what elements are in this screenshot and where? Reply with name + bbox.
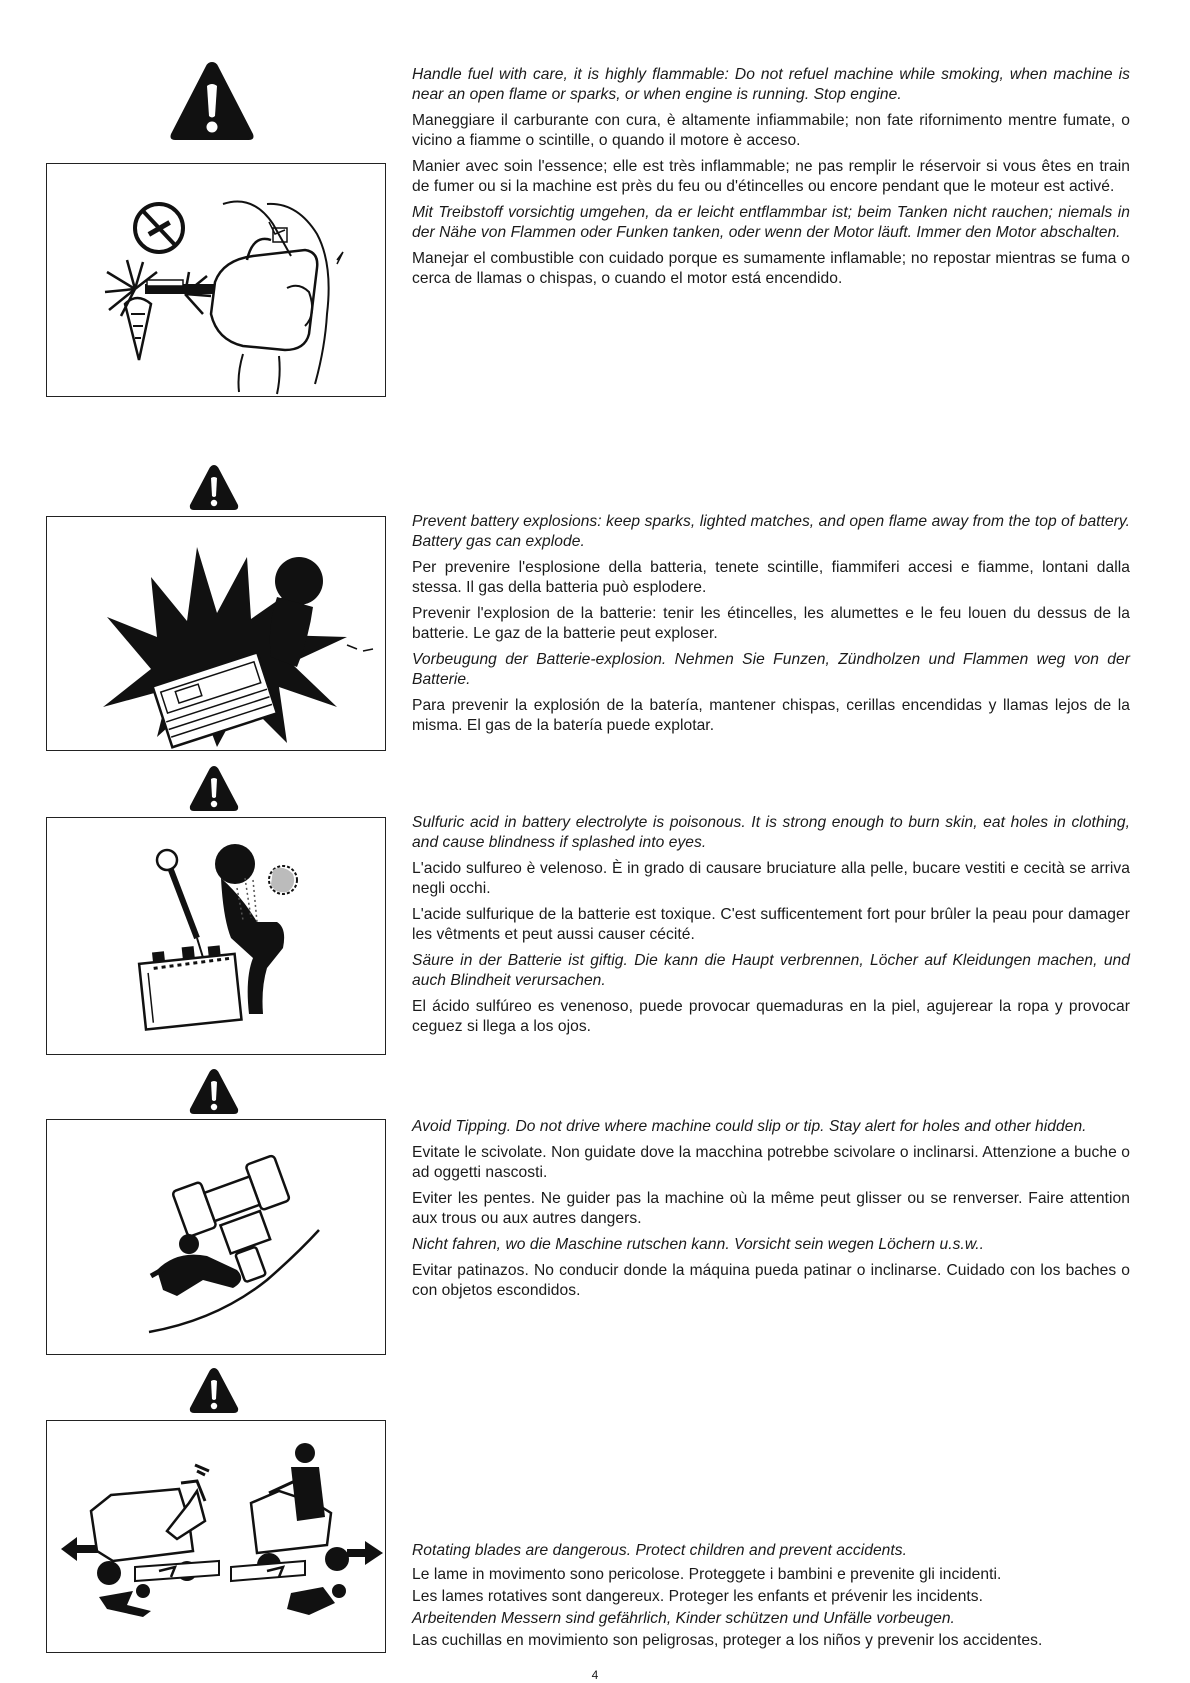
warning-triangle-icon bbox=[188, 764, 240, 814]
refueling-no-smoking-illustration bbox=[46, 163, 386, 397]
warning-text-spanish: Para prevenir la explosión de la batería, mantener chispas, cerillas encendidas y llamas lejos de la misma. El gas de la batería puede explotar. bbox=[412, 697, 1130, 734]
warning-text-german: Vorbeugung der Batterie-explosion. Nehmen Sie Funzen, Zündholzen und Flammen weg von der Batterie. bbox=[412, 651, 1130, 688]
warning-text-italian: Evitate le scivolate. Non guidate dove la macchina potrebbe scivolare o inclinarsi. Attenzione a buche o ad oggetti nascosti. bbox=[412, 1144, 1130, 1181]
warning-triangle-icon bbox=[188, 463, 240, 513]
warning-text-block-battery-explosion bbox=[412, 512, 1130, 742]
warning-text-french: Manier avec soin l'essence; elle est très inflammable; ne pas remplir le réservoir si vous êtes en train de fumer ou si la machine est près du feu ou d'étincelles ou encore pendant que le moteur est activé. bbox=[412, 158, 1130, 195]
warning-text-german: Nicht fahren, wo die Maschine rutschen kann. Vorsicht sein wegen Löchern u.s.w.. bbox=[412, 1236, 985, 1253]
warning-text-french: Eviter les pentes. Ne guider pas la machine où la même peut glisser ou se renverser. Faire attention aux trous ou aux autres dangers. bbox=[412, 1190, 1130, 1227]
warning-text-english: Handle fuel with care, it is highly flammable: Do not refuel machine while smoking, when machine is near an open flame or sparks, or when engine is running. Stop engine. bbox=[412, 66, 1130, 103]
warning-text-italian: Maneggiare il carburante con cura, è altamente infiammabile; non fate rifornimento mentre fumate, o vicino a fiamme o scintille, o quando il motore è acceso. bbox=[412, 112, 1130, 149]
warning-text-italian: Per prevenire l'esplosione della batteria, tenete scintille, fiammiferi accesi e fiamme, lontani dalla stessa. Il gas della batteria può esplodere. bbox=[412, 559, 1130, 596]
warning-text-block-tipping bbox=[412, 1117, 1130, 1307]
warning-triangle-icon bbox=[188, 1067, 240, 1117]
warning-text-german: Säure in der Batterie ist giftig. Die kann die Haupt verbrennen, Löcher auf Kleidungen machen, und auch Blindheit verursachen. bbox=[412, 952, 1130, 989]
tractor-tipping-illustration bbox=[46, 1119, 386, 1355]
warning-triangle-icon bbox=[188, 1366, 240, 1416]
warning-text-english: Prevent battery explosions: keep sparks, lighted matches, and open flame away from the top of battery. Battery gas can explode. bbox=[412, 513, 1130, 550]
warning-text-german: Arbeitenden Messern sind gefährlich, Kinder schützen und Unfälle vorbeugen. bbox=[412, 1610, 955, 1627]
warning-text-block-acid bbox=[412, 813, 1130, 1043]
warning-text-spanish: Evitar patinazos. No conducir donde la máquina pueda patinar o inclinarse. Cuidado con los baches o con objetos escondidos. bbox=[412, 1262, 1130, 1299]
warning-text-english: Avoid Tipping. Do not drive where machine could slip or tip. Stay alert for holes and other hidden. bbox=[412, 1118, 1087, 1135]
warning-text-french: Les lames rotatives sont dangereux. Proteger les enfants et prévenir les incidents. bbox=[412, 1588, 984, 1605]
warning-text-block-fuel bbox=[412, 65, 1130, 295]
warning-text-french: Prevenir l'explosion de la batterie: tenir les étincelles, les alumettes e le feu louen du dessus de la batterie. Le gaz de la batterie peut exploser. bbox=[412, 605, 1130, 642]
warning-triangle-icon bbox=[168, 58, 256, 144]
warning-text-italian: Le lame in movimento sono pericolose. Proteggete i bambini e prevenite gli incidenti. bbox=[412, 1566, 1002, 1583]
page-number: 4 bbox=[591, 1668, 599, 1682]
battery-acid-illustration bbox=[46, 817, 386, 1055]
warning-text-english: Sulfuric acid in battery electrolyte is poisonous. It is strong enough to burn skin, eat holes in clothing, and cause blindness if splashed into eyes. bbox=[412, 814, 1130, 851]
warning-text-italian: L'acido sulfureo è velenoso. È in grado di causare bruciature alla pelle, bucare vestiti e cecità se arriva negli occhi. bbox=[412, 860, 1130, 897]
warning-text-spanish: El ácido sulfúreo es venenoso, puede provocar quemaduras en la piel, agujerear la ropa y provocar ceguez si llega a los ojos. bbox=[412, 998, 1130, 1035]
rotating-blades-children-illustration bbox=[46, 1420, 386, 1653]
warning-text-spanish: Las cuchillas en movimiento son peligrosas, proteger a los niños y prevenir los accidentes. bbox=[412, 1632, 1043, 1649]
warning-text-french: L'acide sulfurique de la batterie est toxique. C'est sufficentement fort pour brûler la peau pour damager les vêtments et peut aussi causer cécité. bbox=[412, 906, 1130, 943]
warning-text-english: Rotating blades are dangerous. Protect children and prevent accidents. bbox=[412, 1542, 908, 1559]
battery-explosion-illustration bbox=[46, 516, 386, 751]
warning-text-block-blades bbox=[412, 1541, 1130, 1657]
warning-text-german: Mit Treibstoff vorsichtig umgehen, da er leicht entflammbar ist; beim Tanken nicht rauchen; niemals in der Nähe von Flammen oder Funken tanken, oder wenn der Motor läuft. Immer den Motor abschalten. bbox=[412, 204, 1130, 241]
warning-text-spanish: Manejar el combustible con cuidado porque es sumamente inflamable; no repostar mientras se fuma o cerca de llamas o chispas, o cuando el motor está encendido. bbox=[412, 250, 1130, 287]
